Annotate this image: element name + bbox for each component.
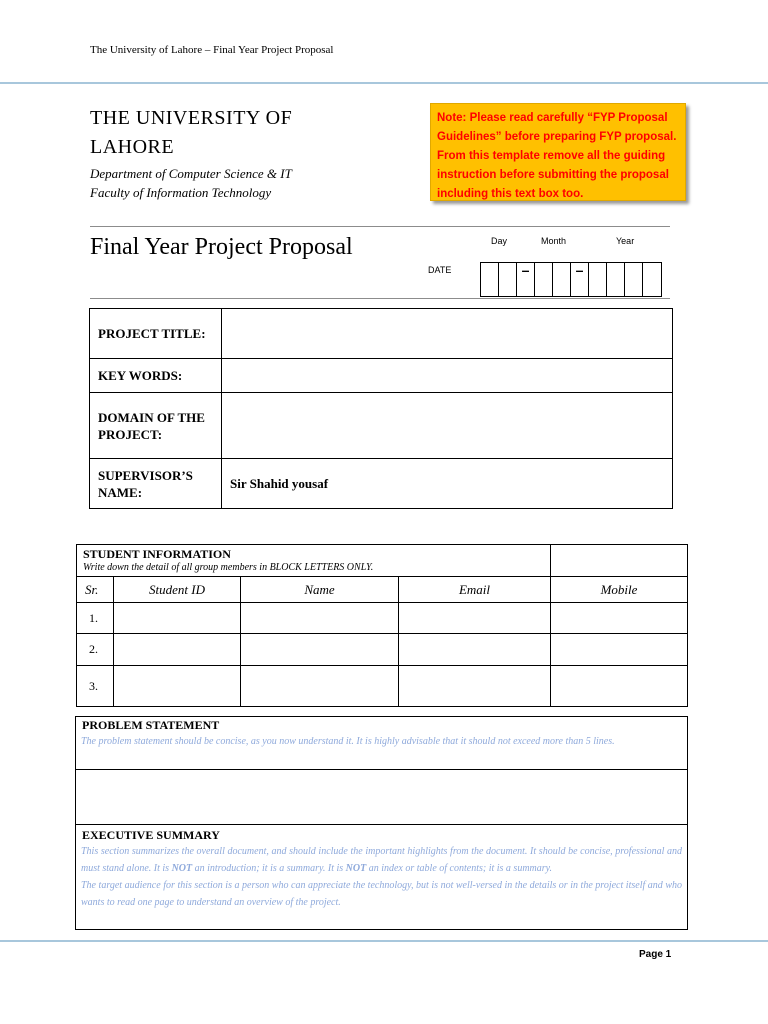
student-info-title: STUDENT INFORMATION xyxy=(83,547,231,561)
page-number: Page 1 xyxy=(639,949,672,960)
student-info-instruction: Write down the detail of all group members in BLOCK LETTERS ONLY. xyxy=(83,562,374,573)
date-boxes xyxy=(480,262,662,297)
summary-guide-not-2: NOT xyxy=(345,863,367,874)
executive-summary-guide-2: The target audience for this section is a person who can appreciate the technology, but is not well-versed in the details or in the project itself and who wants to read one page to understand an overview of the project. xyxy=(81,880,682,908)
project-details-table xyxy=(89,308,673,509)
student-info-header-blank xyxy=(551,545,688,577)
date-year-digit-3[interactable] xyxy=(625,263,643,296)
column-mobile: Mobile xyxy=(551,577,688,603)
project-title-label: PROJECT TITLE: xyxy=(90,309,222,359)
note-box xyxy=(430,103,686,201)
date-separator-1: – xyxy=(517,263,535,296)
student-row xyxy=(77,666,688,707)
student-info-header-row xyxy=(77,545,688,577)
supervisor-row xyxy=(90,459,673,509)
student-name-cell[interactable] xyxy=(241,603,399,634)
student-id-cell[interactable] xyxy=(114,666,241,707)
date-day-digit-1[interactable] xyxy=(481,263,499,296)
student-row xyxy=(77,603,688,634)
student-row xyxy=(77,634,688,666)
title-top-rule xyxy=(90,226,670,227)
project-title-field[interactable] xyxy=(222,309,673,359)
student-information-table xyxy=(76,544,688,707)
university-name-line2: LAHORE xyxy=(90,136,175,158)
student-email-cell[interactable] xyxy=(399,603,551,634)
university-name-line1: THE UNIVERSITY OF xyxy=(90,107,293,129)
running-header: The University of Lahore – Final Year Project Proposal xyxy=(90,44,334,56)
domain-row xyxy=(90,393,673,459)
problem-statement-section xyxy=(76,717,687,770)
university-name xyxy=(90,104,350,162)
date-year-digit-4[interactable] xyxy=(643,263,661,296)
header-rule xyxy=(0,82,768,84)
executive-summary-section xyxy=(76,825,687,911)
key-words-row xyxy=(90,359,673,393)
student-mobile-cell[interactable] xyxy=(551,666,688,707)
student-mobile-cell[interactable] xyxy=(551,634,688,666)
key-words-field[interactable] xyxy=(222,359,673,393)
date-year-label: Year xyxy=(616,236,635,246)
summary-guide-part-c: an index or table of contents; it is a summary. xyxy=(366,863,553,874)
problem-and-summary-box xyxy=(75,716,688,930)
student-name-cell[interactable] xyxy=(241,666,399,707)
student-email-cell[interactable] xyxy=(399,634,551,666)
note-text: Note: Please read carefully “FYP Proposal Guidelines” before preparing FYP proposal. From this template remove all the guiding instruction before submitting the proposal including this text box too. xyxy=(437,112,677,200)
date-day-digit-2[interactable] xyxy=(499,263,517,296)
supervisor-label: SUPERVISOR’S NAME: xyxy=(90,459,222,509)
supervisor-field[interactable]: Sir Shahid yousaf xyxy=(222,459,673,509)
column-sr: Sr. xyxy=(77,577,114,603)
summary-guide-not-1: NOT xyxy=(171,863,193,874)
problem-statement-guide: The problem statement should be concise, as you now understand it. It is highly advisable that it should not exceed more than 5 lines. xyxy=(81,736,615,747)
date-label: DATE xyxy=(428,265,452,275)
student-email-cell[interactable] xyxy=(399,666,551,707)
key-words-label: KEY WORDS: xyxy=(90,359,222,393)
date-month-label: Month xyxy=(541,236,567,246)
date-month-digit-2[interactable] xyxy=(553,263,571,296)
problem-statement-field[interactable] xyxy=(76,770,687,825)
department-name: Department of Computer Science & IT xyxy=(90,166,292,181)
student-mobile-cell[interactable] xyxy=(551,603,688,634)
summary-guide-part-a: This section summarizes the overall document, and should include the important highlights from the document. It should be concise, professional and must stand alone. It is xyxy=(81,846,682,874)
student-row-number: 1. xyxy=(77,603,114,634)
date-year-digit-2[interactable] xyxy=(607,263,625,296)
column-name: Name xyxy=(241,577,399,603)
student-id-cell[interactable] xyxy=(114,634,241,666)
executive-summary-guide-1 xyxy=(76,843,687,877)
domain-label: DOMAIN OF THE PROJECT: xyxy=(90,393,222,459)
student-columns-row xyxy=(77,577,688,603)
proposal-title: Final Year Project Proposal xyxy=(90,234,353,260)
date-separator-2: – xyxy=(571,263,589,296)
student-info-header xyxy=(77,545,551,577)
footer-rule xyxy=(0,940,768,942)
executive-summary-title: EXECUTIVE SUMMARY xyxy=(82,828,220,842)
student-row-number: 3. xyxy=(77,666,114,707)
title-bottom-rule xyxy=(90,298,670,299)
student-id-cell[interactable] xyxy=(114,603,241,634)
date-year-digit-1[interactable] xyxy=(589,263,607,296)
column-student-id: Student ID xyxy=(114,577,241,603)
faculty-name: Faculty of Information Technology xyxy=(90,185,272,200)
date-day-label: Day xyxy=(491,236,508,246)
domain-field[interactable] xyxy=(222,393,673,459)
student-name-cell[interactable] xyxy=(241,634,399,666)
problem-statement-title: PROBLEM STATEMENT xyxy=(82,718,220,732)
summary-guide-part-b: an introduction; it is a summary. It is xyxy=(192,863,346,874)
date-month-digit-1[interactable] xyxy=(535,263,553,296)
project-title-row xyxy=(90,309,673,359)
department-info xyxy=(90,164,292,202)
student-row-number: 2. xyxy=(77,634,114,666)
column-email: Email xyxy=(399,577,551,603)
